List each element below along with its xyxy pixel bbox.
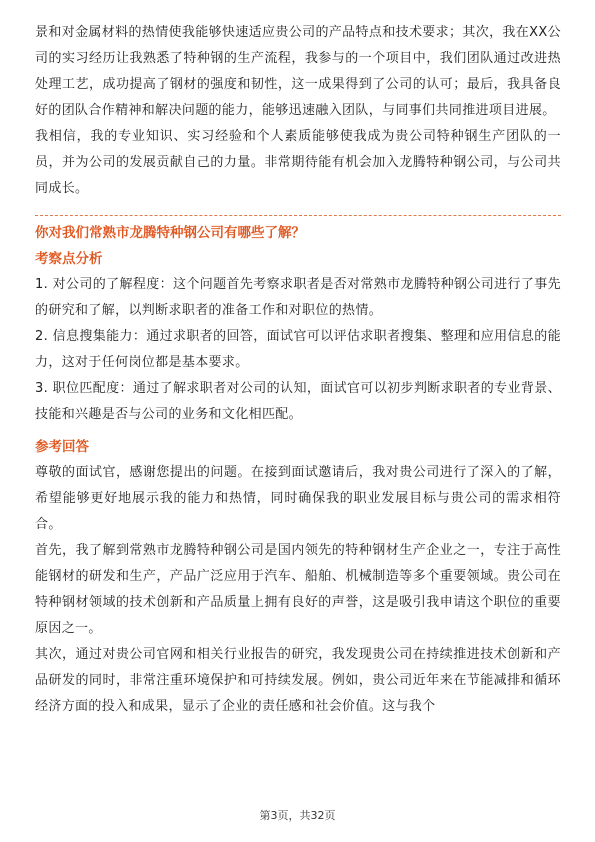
analysis-title: 考察点分析 <box>35 251 103 267</box>
answer-paragraph-2: 首先，我了解到常熟市龙腾特种钢公司是国内领先的特种钢材生产企业之一，专注于高性能钢材的研发和生产，产品广泛应用于汽车、船舶、机械制造等多个重要领域。贵公司在特种钢材领域的技术创新和产品质量上拥有良好的声誉，这是吸引我申请这个职位的重要原因之一。 <box>35 543 561 636</box>
analysis-item-3: 3. 职位匹配度：通过了解求职者对公司的认知，面试官可以初步判断求职者的专业背景、技能和兴趣是否与公司的业务和文化相匹配。 <box>35 381 561 422</box>
intro-paragraph-2: 我相信，我的专业知识、实习经验和个人素质能够使我成为贵公司特种钢生产团队的一员，并为公司的发展贡献自己的力量。非常期待能有机会加入龙腾特种钢公司，与公司共同成长。 <box>35 129 561 196</box>
page-footer: 第3页，共32页 <box>259 809 336 822</box>
analysis-item-1: 1. 对公司的了解程度：这个问题首先考察求职者是否对常熟市龙腾特种钢公司进行了事先的研究和了解，以判断求职者的准备工作和对职位的热情。 <box>35 277 561 318</box>
intro-paragraph-1: 景和对金属材料的热情使我能够快速适应贵公司的产品特点和技术要求；其次，我在XX公司的实习经历让我熟悉了特种钢的生产流程，我参与的一个项目中，我们团队通过改进热处理工艺，成功提高了钢材的强度和韧性，这一成果得到了公司的认可；最后，我具备良好的团队合作精神和解决问题的能力，能够迅速融入团队，与同事们共同推进项目进展。 <box>35 25 561 118</box>
answer-paragraph-3: 其次，通过对贵公司官网和相关行业报告的研究，我发现贵公司在持续推进技术创新和产品研发的同时，非常注重环境保护和可持续发展。例如，贵公司近年来在节能减排和循环经济方面的投入和成果，显示了企业的责任感和社会价值。这与我个 <box>35 647 561 714</box>
question-heading: 你对我们常熟市龙腾特种钢公司有哪些了解？ <box>35 225 305 241</box>
analysis-item-2: 2. 信息搜集能力：通过求职者的回答，面试官可以评估求职者搜集、整理和应用信息的能力，这对于任何岗位都是基本要求。 <box>35 329 561 370</box>
answer-paragraph-1: 尊敬的面试官，感谢您提出的问题。在接到面试邀请后，我对贵公司进行了深入的了解，希望能够更好地展示我的能力和热情，同时确保我的职业发展目标与贵公司的需求相符合。 <box>35 465 561 532</box>
section-divider <box>35 215 561 216</box>
answer-title: 参考回答 <box>35 439 89 455</box>
document-page <box>35 20 561 720</box>
